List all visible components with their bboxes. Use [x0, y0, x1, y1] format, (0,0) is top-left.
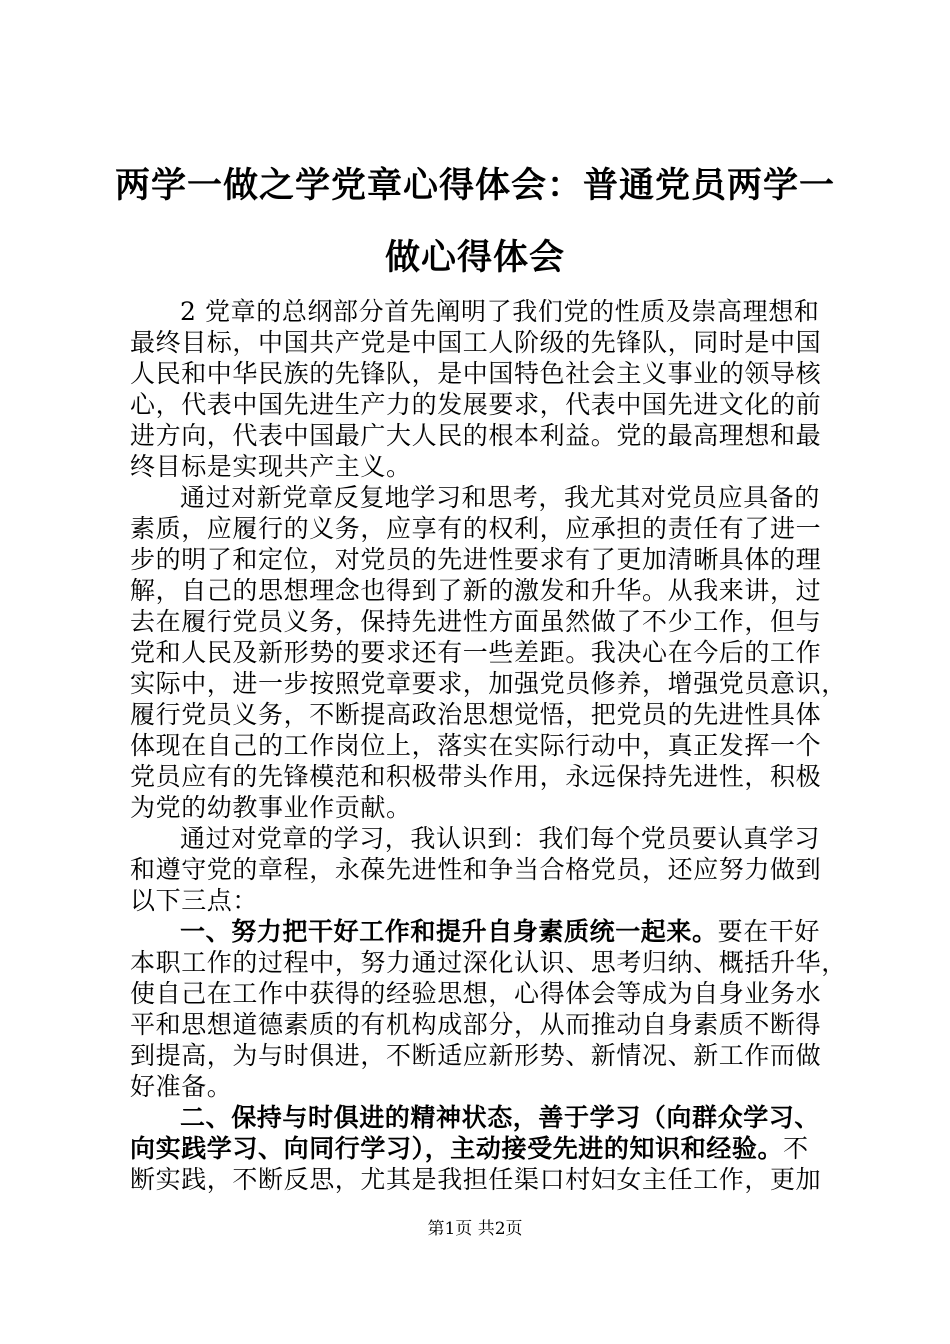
text-line: 解，自己的思想理念也得到了新的激发和升华。从我来讲，过	[130, 576, 822, 605]
heading-tail: 不	[783, 1134, 809, 1163]
text-line	[130, 1102, 830, 1133]
text-line: 党和人民及新形势的要求还有一些差距。我决心在今后的工作	[130, 638, 822, 667]
page-footer: 第1页 共2页	[427, 1219, 523, 1239]
text-line: 进方向，代表中国最广大人民的根本利益。党的最高理想和最	[130, 421, 822, 450]
text-line: 本职工作的过程中，努力通过深化认识、思考归纳、概括升华，	[130, 948, 847, 977]
text-line: 为党的幼教事业作贡献。	[130, 793, 412, 822]
title-line-1: 两学一做之学党章心得体会：普通党员两学一	[114, 166, 835, 206]
text-line: 和遵守党的章程，永葆先进性和争当合格党员，还应努力做到	[130, 855, 822, 884]
text-line: 到提高，为与时俱进，不断适应新形势、新情况、新工作而做	[130, 1041, 822, 1070]
document-body	[130, 296, 847, 1195]
text-line: 实际中，进一步按照党章要求，加强党员修养，增强党员意识，	[130, 669, 847, 698]
text-line: 终目标是实现共产主义。	[130, 452, 412, 481]
title-line-2: 做心得体会	[384, 238, 565, 278]
section-heading-cont: 向实践学习、向同行学习），主动接受先进的知识和经验。	[130, 1134, 784, 1163]
text-line: 素质，应履行的义务，应享有的权利，应承担的责任有了进一	[130, 514, 822, 543]
text-line: 人民和中华民族的先锋队，是中国特色社会主义事业的领导核	[130, 359, 822, 388]
text-line: 心，代表中国先进生产力的发展要求，代表中国先进文化的前	[130, 390, 822, 419]
text-line: 步的明了和定位，对党员的先进性要求有了更加清晰具体的理	[130, 545, 822, 574]
text-line: 去在履行党员义务，保持先进性方面虽然做了不少工作，但与	[130, 607, 822, 636]
text-line: 以下三点：	[130, 886, 259, 915]
text-line: 党员应有的先锋模范和积极带头作用，永远保持先进性，积极	[130, 762, 822, 791]
text-line	[130, 1133, 830, 1164]
text-line: 好准备。	[130, 1072, 233, 1101]
text-line: 2 党章的总纲部分首先阐明了我们党的性质及崇高理想和	[180, 297, 820, 326]
text-line: 体现在自己的工作岗位上，落实在实际行动中，真正发挥一个	[130, 731, 822, 760]
document-title	[110, 150, 840, 294]
section-heading: 一、努力把干好工作和提升自身素质统一起来。	[180, 917, 718, 946]
text-line: 履行党员义务，不断提高政治思想觉悟，把党员的先进性具体	[130, 700, 822, 729]
text-line	[130, 916, 830, 947]
heading-tail: 要在干好	[717, 917, 821, 946]
text-line: 使自己在工作中获得的经验思想，心得体会等成为自身业务水	[130, 979, 822, 1008]
text-line: 通过对新党章反复地学习和思考，我尤其对党员应具备的	[180, 483, 821, 512]
text-line: 平和思想道德素质的有机构成部分，从而推动自身素质不断得	[130, 1010, 822, 1039]
section-heading: 二、保持与时俱进的精神状态，善于学习（向群众学习、	[180, 1103, 821, 1132]
text-line: 最终目标，中国共产党是中国工人阶级的先锋队，同时是中国	[130, 328, 822, 357]
text-line: 断实践，不断反思，尤其是我担任渠口村妇女主任工作，更加	[130, 1165, 822, 1194]
text-line: 通过对党章的学习，我认识到：我们每个党员要认真学习	[180, 824, 821, 853]
